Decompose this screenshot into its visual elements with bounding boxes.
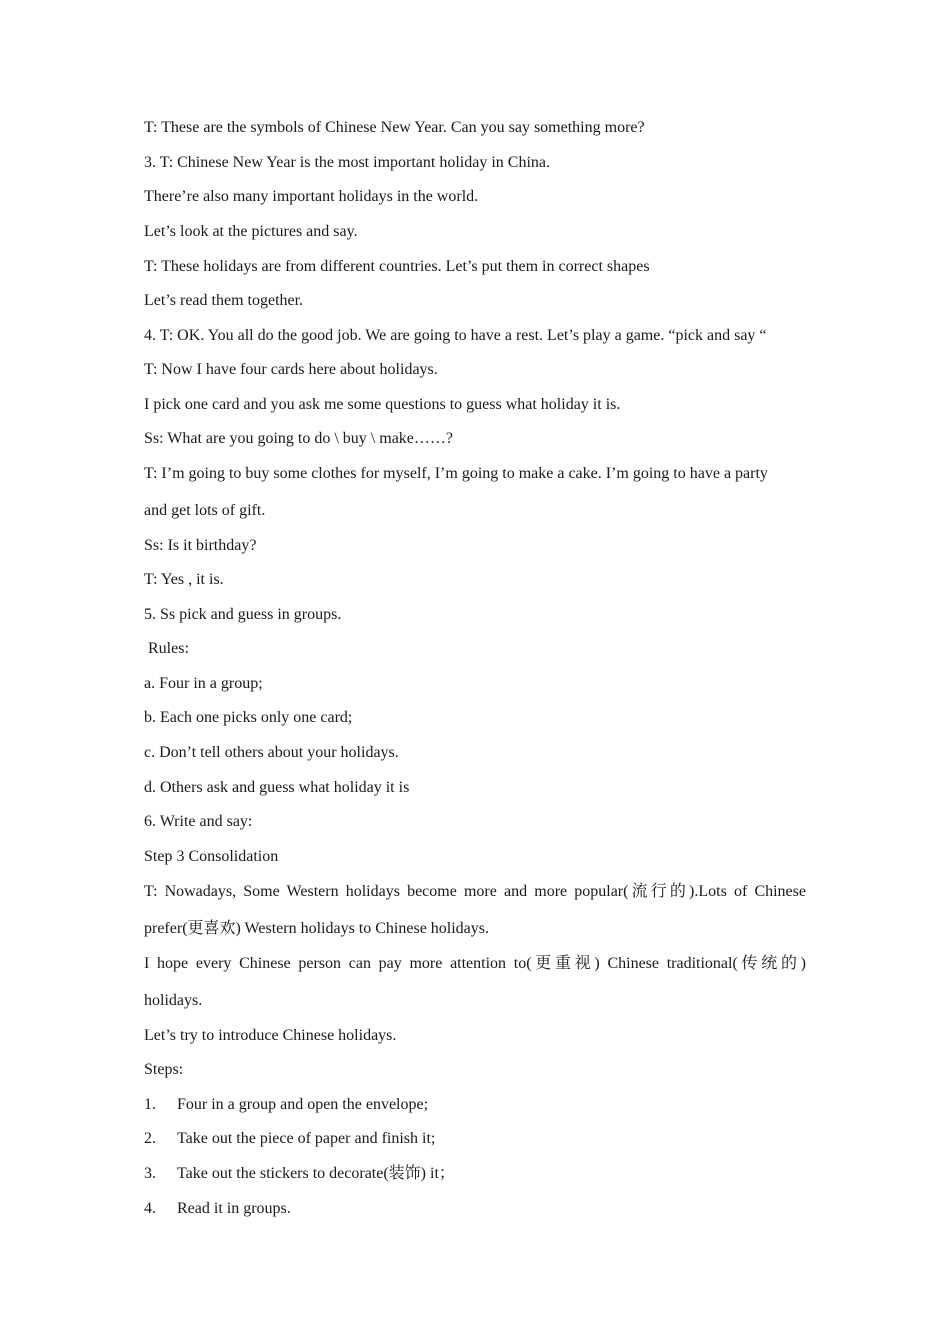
step-item (144, 1164, 455, 1184)
step-text: Four in a group and open the envelope; (177, 1096, 429, 1113)
rule-item: d. Others ask and guess what holiday it is (144, 779, 410, 796)
step-item (144, 1095, 428, 1115)
step-number: 2. (144, 1130, 156, 1147)
step-number: 4. (144, 1200, 156, 1217)
step-text: Take out the piece of paper and finish it; (177, 1130, 436, 1147)
step-number: 1. (144, 1096, 156, 1113)
paragraph-line: 5. Ss pick and guess in groups. (144, 606, 342, 623)
paragraph-line: I hope every Chinese person can pay more attention to(更重视) Chinese traditional(传统的) (144, 955, 806, 972)
paragraph-line: T: These are the symbols of Chinese New Year. Can you say something more? (144, 119, 645, 136)
paragraph-line: T: These holidays are from different countries. Let’s put them in correct shapes (144, 258, 650, 275)
paragraph-line: 4. T: OK. You all do the good job. We are going to have a rest. Let’s play a game. “pick and say “ (144, 327, 767, 344)
rule-item: a. Four in a group; (144, 675, 263, 692)
step-text: Read it in groups. (177, 1200, 291, 1217)
step-number: 3. (144, 1165, 156, 1182)
step-text: Take out the stickers to decorate(装饰) it； (177, 1165, 455, 1182)
paragraph-line: I pick one card and you ask me some questions to guess what holiday it is. (144, 396, 621, 413)
step-item (144, 1199, 291, 1219)
paragraph-line: 6. Write and say: (144, 813, 253, 830)
paragraph-line: T: Nowadays, Some Western holidays become more and more popular(流行的).Lots of Chinese (144, 883, 806, 900)
paragraph-line: There’re also many important holidays in the world. (144, 188, 479, 205)
rule-item: c. Don’t tell others about your holidays. (144, 744, 399, 761)
step-item (144, 1129, 435, 1149)
paragraph-line: Ss: What are you going to do \ buy \ make……? (144, 430, 453, 447)
paragraph-line: holidays. (144, 992, 203, 1009)
paragraph-line: Ss: Is it birthday? (144, 537, 257, 554)
paragraph-line: prefer(更喜欢) Western holidays to Chinese holidays. (144, 920, 490, 937)
section-heading: Step 3 Consolidation (144, 848, 279, 865)
section-heading: Rules: (144, 640, 189, 657)
paragraph-line: T: Now I have four cards here about holidays. (144, 361, 438, 378)
section-heading: Steps: (144, 1061, 184, 1078)
paragraph-line: Let’s read them together. (144, 292, 304, 309)
paragraph-line: 3. T: Chinese New Year is the most important holiday in China. (144, 154, 550, 171)
paragraph-line: Let’s look at the pictures and say. (144, 223, 358, 240)
paragraph-line: Let’s try to introduce Chinese holidays. (144, 1027, 397, 1044)
rule-item: b. Each one picks only one card; (144, 709, 353, 726)
paragraph-line: T: Yes , it is. (144, 571, 224, 588)
paragraph-line: T: I’m going to buy some clothes for myself, I’m going to make a cake. I’m going to have a party (144, 465, 768, 482)
paragraph-line: and get lots of gift. (144, 502, 266, 519)
